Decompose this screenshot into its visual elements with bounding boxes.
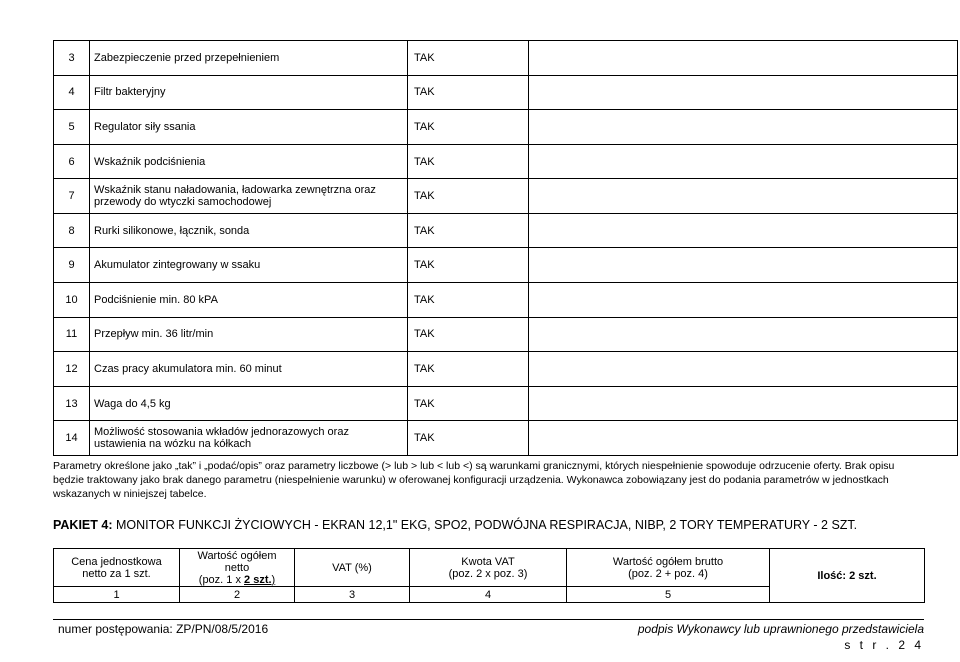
requirement-description: Wskaźnik podciśnienia: [90, 144, 408, 179]
requirement-row: [54, 421, 958, 456]
requirement-number: 7: [54, 179, 90, 214]
offered-parameter-cell: [529, 75, 958, 110]
requirement-description: Czas pracy akumulatora min. 60 minut: [90, 352, 408, 387]
requirement-number: 14: [54, 421, 90, 456]
requirement-description: Regulator siły ssania: [90, 110, 408, 145]
unit-price-header: Cena jednostkowa netto za 1 szt.: [54, 549, 180, 587]
requirement-row: [54, 317, 958, 352]
offered-parameter-cell: [529, 317, 958, 352]
requirement-row: [54, 352, 958, 387]
column-number: 1: [54, 587, 180, 603]
column-number: 3: [295, 587, 410, 603]
requirement-description: Akumulator zintegrowany w ssaku: [90, 248, 408, 283]
procedure-number: numer postępowania: ZP/PN/08/5/2016: [58, 622, 269, 636]
offered-parameter-cell: [529, 110, 958, 145]
requirement-row: [54, 248, 958, 283]
requirement-number: 9: [54, 248, 90, 283]
vat-amount-header: Kwota VAT (poz. 2 x poz. 3): [410, 549, 567, 587]
signature-caption: podpis Wykonawcy lub uprawnionego przedstawiciela: [637, 622, 924, 636]
column-number: 2: [180, 587, 295, 603]
requirement-value: TAK: [408, 41, 529, 76]
requirement-number: 13: [54, 386, 90, 421]
requirement-value: TAK: [408, 144, 529, 179]
offered-parameter-cell: [529, 283, 958, 318]
offered-parameter-cell: [529, 386, 958, 421]
offered-parameter-cell: [529, 144, 958, 179]
requirement-row: [54, 179, 958, 214]
requirement-row: [54, 283, 958, 318]
requirement-number: 12: [54, 352, 90, 387]
column-number: 4: [410, 587, 567, 603]
requirement-description: Możliwość stosowania wkładów jednorazowych oraz ustawienia na wózku na kółkach: [90, 421, 408, 456]
requirement-description: Rurki silikonowe, łącznik, sonda: [90, 213, 408, 248]
parameters-note: Parametry określone jako „tak” i „podać/opis” oraz parametry liczbowe (> lub > lub < lub <) są warunkami granicznymi, których niespełnienie spowoduje odrzucenie oferty. Brak opisu będzie traktowany jako brak danego parametru (niespełnienie warunku) w oferowanej konfiguracji urządzenia. Wykonawca zobowiązany jest do podania parametrów w jednostkach wskazanych w niniejszej tabelce.: [53, 460, 895, 500]
requirement-value: TAK: [408, 317, 529, 352]
requirement-row: [54, 110, 958, 145]
net-total-header: Wartość ogółem netto (poz. 1 x 2 szt.): [180, 549, 295, 587]
requirement-value: TAK: [408, 75, 529, 110]
requirement-description: Przepływ min. 36 litr/min: [90, 317, 408, 352]
footer-divider: [53, 619, 924, 620]
requirement-description: Podciśnienie min. 80 kPA: [90, 283, 408, 318]
requirement-description: Filtr bakteryjny: [90, 75, 408, 110]
package-title: MONITOR FUNKCJI ŻYCIOWYCH - EKRAN 12,1" EKG, SPO2, PODWÓJNA RESPIRACJA, NIBP, 2 TORY TEMPERATURY - 2 SZT.: [112, 518, 858, 532]
requirement-row: [54, 75, 958, 110]
requirement-row: [54, 386, 958, 421]
requirement-number: 5: [54, 110, 90, 145]
offered-parameter-cell: [529, 179, 958, 214]
requirement-value: TAK: [408, 213, 529, 248]
price-table: [53, 548, 925, 603]
column-number: 5: [567, 587, 770, 603]
requirement-description: Wskaźnik stanu naładowania, ładowarka zewnętrzna oraz przewody do wtyczki samochodowej: [90, 179, 408, 214]
requirement-number: 8: [54, 213, 90, 248]
offered-parameter-cell: [529, 41, 958, 76]
quantity-cell: Ilość: 2 szt.: [770, 549, 925, 603]
requirement-number: 3: [54, 41, 90, 76]
requirement-description: Waga do 4,5 kg: [90, 386, 408, 421]
requirement-value: TAK: [408, 352, 529, 387]
offered-parameter-cell: [529, 421, 958, 456]
requirement-value: TAK: [408, 283, 529, 318]
requirement-value: TAK: [408, 248, 529, 283]
page-number: s t r . 2 4: [844, 638, 924, 652]
requirement-row: [54, 41, 958, 76]
vat-rate-header: VAT (%): [295, 549, 410, 587]
requirement-number: 6: [54, 144, 90, 179]
requirement-row: [54, 213, 958, 248]
requirement-number: 10: [54, 283, 90, 318]
price-header-row: [54, 549, 925, 587]
requirement-number: 4: [54, 75, 90, 110]
requirement-value: TAK: [408, 421, 529, 456]
offered-parameter-cell: [529, 352, 958, 387]
requirement-number: 11: [54, 317, 90, 352]
requirement-row: [54, 144, 958, 179]
package-label: PAKIET 4:: [53, 518, 113, 532]
offered-parameter-cell: [529, 248, 958, 283]
requirement-value: TAK: [408, 386, 529, 421]
offered-parameter-cell: [529, 213, 958, 248]
requirements-table: [53, 40, 958, 456]
requirement-value: TAK: [408, 179, 529, 214]
requirement-value: TAK: [408, 110, 529, 145]
package-heading: [53, 518, 933, 532]
gross-total-header: Wartość ogółem brutto (poz. 2 + poz. 4): [567, 549, 770, 587]
requirement-description: Zabezpieczenie przed przepełnieniem: [90, 41, 408, 76]
